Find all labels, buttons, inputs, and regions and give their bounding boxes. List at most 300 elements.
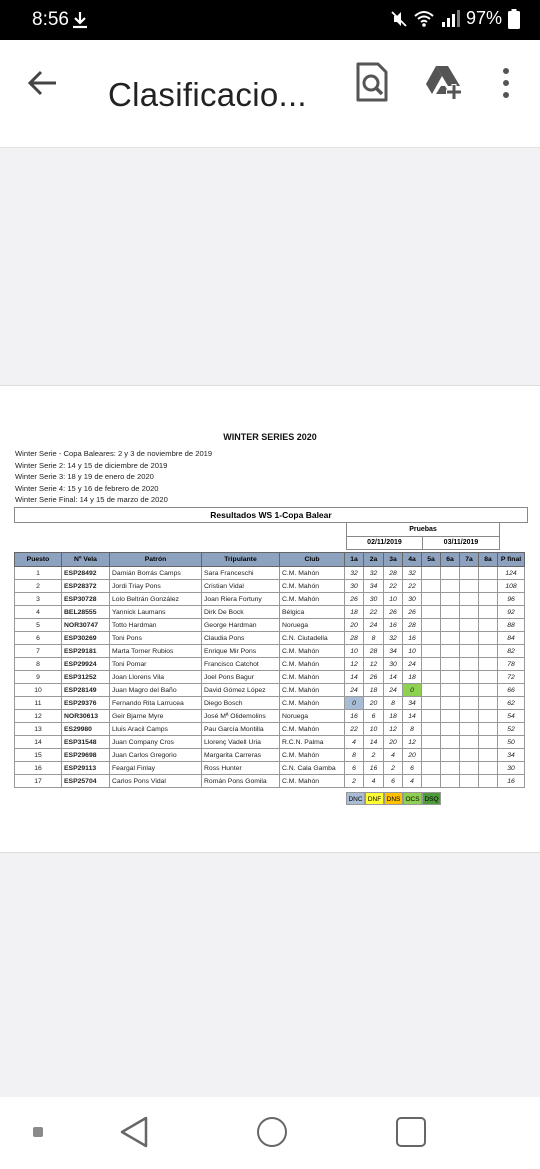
cell-score-empty (479, 658, 498, 671)
cell-score-empty (441, 723, 460, 736)
cell-score: 28 (345, 632, 364, 645)
cell-score: 28 (364, 645, 384, 658)
cell-score-empty (479, 775, 498, 788)
cell-patron: Toni Pomar (110, 658, 202, 671)
cell-score: 2 (345, 775, 364, 788)
cell-patron: Geir Bjarne Myre (110, 710, 202, 723)
cell-score-empty (422, 710, 441, 723)
cell-patron: Juan Magro del Baño (110, 684, 202, 697)
cell-score-empty (479, 580, 498, 593)
cell-puesto: 9 (15, 671, 62, 684)
cell-final: 34 (498, 749, 525, 762)
cell-score-empty (441, 684, 460, 697)
table-row (15, 606, 525, 619)
date-header-2: 03/11/2019 (423, 537, 500, 550)
mute-icon (390, 10, 408, 28)
cell-score-empty (479, 645, 498, 658)
cell-score: 12 (384, 723, 403, 736)
cell-score-empty (422, 697, 441, 710)
cell-score-empty (479, 736, 498, 749)
cell-score: 8 (403, 723, 422, 736)
cell-patron: Lolo Beltrán González (110, 593, 202, 606)
cell-score-empty (479, 606, 498, 619)
cell-score-empty (441, 775, 460, 788)
cell-score-empty (460, 606, 479, 619)
document-page (0, 385, 540, 853)
cell-tripulante: Francisco Catchot (202, 658, 280, 671)
cell-score: 18 (345, 606, 364, 619)
cell-final: 108 (498, 580, 525, 593)
cell-club: C.M. Mahón (280, 723, 345, 736)
column-header: 4a (403, 553, 422, 567)
cell-club: C.N. Ciutadella (280, 632, 345, 645)
cell-score: 18 (364, 684, 384, 697)
cell-puesto: 15 (15, 749, 62, 762)
cell-club: C.M. Mahón (280, 593, 345, 606)
cell-patron: Lluis Aracil Camps (110, 723, 202, 736)
cell-club: R.C.N. Palma (280, 736, 345, 749)
cell-score: 16 (364, 762, 384, 775)
cell-score: 22 (403, 580, 422, 593)
cell-score-empty (460, 645, 479, 658)
cell-score-empty (422, 619, 441, 632)
cell-vela: ES29980 (62, 723, 110, 736)
cell-puesto: 10 (15, 684, 62, 697)
table-row (15, 619, 525, 632)
cell-patron: Yannick Laumans (110, 606, 202, 619)
cell-score: 16 (345, 710, 364, 723)
cell-score: 30 (384, 658, 403, 671)
cell-score: 12 (345, 658, 364, 671)
cell-score: 8 (364, 632, 384, 645)
cell-score: 14 (384, 671, 403, 684)
cell-vela: ESP28149 (62, 684, 110, 697)
cell-score: 4 (384, 749, 403, 762)
cell-score-empty (460, 749, 479, 762)
table-row (15, 684, 525, 697)
cell-puesto: 3 (15, 593, 62, 606)
cell-puesto: 5 (15, 619, 62, 632)
back-arrow-icon[interactable] (26, 66, 60, 100)
table-row (15, 736, 525, 749)
nav-home-icon[interactable] (257, 1117, 287, 1147)
cell-score: 12 (364, 658, 384, 671)
cell-club: C.M. Mahón (280, 658, 345, 671)
cell-score-empty (441, 671, 460, 684)
cell-score: 26 (403, 606, 422, 619)
cell-score-empty (422, 580, 441, 593)
cell-score: 10 (384, 593, 403, 606)
cell-score: 8 (345, 749, 364, 762)
cell-score-empty (422, 658, 441, 671)
cell-vela: ESP30728 (62, 593, 110, 606)
cell-vela: ESP29181 (62, 645, 110, 658)
cell-tripulante: Dirk De Bock (202, 606, 280, 619)
cell-score: 6 (403, 762, 422, 775)
cell-score: 12 (403, 736, 422, 749)
cell-score-empty (460, 671, 479, 684)
cell-score-empty (441, 645, 460, 658)
cell-club: C.M. Mahón (280, 580, 345, 593)
cell-score: 4 (345, 736, 364, 749)
column-header: Patrón (110, 553, 202, 567)
cell-score: 8 (384, 697, 403, 710)
cell-score: 4 (364, 775, 384, 788)
cell-score: 24 (364, 619, 384, 632)
status-icons (390, 8, 520, 29)
cell-club: C.M. Mahón (280, 567, 345, 580)
cell-score: 24 (345, 684, 364, 697)
cell-final: 30 (498, 762, 525, 775)
cell-club: C.N. Cala Gamba (280, 762, 345, 775)
table-row (15, 749, 525, 762)
cell-puesto: 17 (15, 775, 62, 788)
cell-final: 82 (498, 645, 525, 658)
cell-final: 88 (498, 619, 525, 632)
battery-percent: 97% (465, 8, 502, 28)
cell-score-empty (460, 736, 479, 749)
cell-vela: ESP29924 (62, 658, 110, 671)
cell-score-empty (422, 775, 441, 788)
cell-final: 72 (498, 671, 525, 684)
screen-record-icon[interactable] (33, 1127, 43, 1137)
table-row (15, 645, 525, 658)
cell-puesto: 12 (15, 710, 62, 723)
nav-back-icon[interactable] (118, 1115, 150, 1149)
cell-score: 14 (403, 710, 422, 723)
more-options-icon[interactable] (496, 66, 516, 100)
cell-vela: NOR30613 (62, 710, 110, 723)
cell-tripulante: Claudia Pons (202, 632, 280, 645)
status-bar (0, 0, 540, 40)
cell-score-empty (479, 567, 498, 580)
cell-final: 66 (498, 684, 525, 697)
cell-score-empty (479, 710, 498, 723)
cell-final: 92 (498, 606, 525, 619)
cell-score: 32 (345, 567, 364, 580)
cell-score: 20 (364, 697, 384, 710)
cell-vela: ESP31548 (62, 736, 110, 749)
nav-recents-icon[interactable] (396, 1117, 426, 1147)
cell-score: 2 (364, 749, 384, 762)
column-header: 6a (441, 553, 460, 567)
cell-tripulante: José Mª Olidemolins (202, 710, 280, 723)
download-icon (70, 10, 90, 30)
cell-score: 22 (384, 580, 403, 593)
cell-puesto: 8 (15, 658, 62, 671)
cell-club: Bélgica (280, 606, 345, 619)
cell-score: 20 (345, 619, 364, 632)
cell-score-empty (422, 723, 441, 736)
cell-score: 6 (384, 775, 403, 788)
legend-item: DNC (346, 792, 365, 805)
cell-final: 62 (498, 697, 525, 710)
cell-puesto: 11 (15, 697, 62, 710)
cell-score-empty (460, 580, 479, 593)
cell-score: 18 (384, 710, 403, 723)
column-header: P final (498, 553, 525, 567)
cell-club: Noruega (280, 710, 345, 723)
cell-patron: Juan Carlos Gregorio (110, 749, 202, 762)
cell-puesto: 2 (15, 580, 62, 593)
table-row (15, 580, 525, 593)
cell-final: 54 (498, 710, 525, 723)
cell-vela: ESP29376 (62, 697, 110, 710)
cell-final: 84 (498, 632, 525, 645)
series-line: Winter Serie - Copa Baleares: 2 y 3 de noviembre de 2019 (15, 449, 213, 458)
cell-score: 0 (345, 697, 364, 710)
cell-score: 34 (364, 580, 384, 593)
cell-final: 52 (498, 723, 525, 736)
document-title: WINTER SERIES 2020 (223, 432, 317, 442)
cell-score-empty (441, 749, 460, 762)
cell-score-empty (441, 632, 460, 645)
table-row (15, 593, 525, 606)
legend-item: DNF (365, 792, 384, 805)
cell-club: C.M. Mahón (280, 749, 345, 762)
cell-score-empty (479, 684, 498, 697)
cell-score-empty (441, 567, 460, 580)
app-bar (0, 40, 540, 148)
cell-puesto: 7 (15, 645, 62, 658)
series-line: Winter Serie 4: 15 y 16 de febrero de 2020 (15, 483, 159, 493)
cell-vela: ESP31252 (62, 671, 110, 684)
penalty-legend (346, 792, 441, 805)
cell-score: 32 (384, 632, 403, 645)
cell-patron: Toni Pons (110, 632, 202, 645)
cell-patron: Jordi Triay Pons (110, 580, 202, 593)
cell-score-empty (441, 593, 460, 606)
cell-club: C.M. Mahón (280, 684, 345, 697)
cell-tripulante: Román Pons Gomila (202, 775, 280, 788)
cell-final: 124 (498, 567, 525, 580)
cell-score: 0 (403, 684, 422, 697)
cell-score: 28 (384, 567, 403, 580)
results-table (14, 552, 525, 788)
column-header: Nº Vela (62, 553, 110, 567)
cell-tripulante: Sara Franceschi (202, 567, 280, 580)
cell-score: 24 (403, 658, 422, 671)
series-line: Winter Serie Final: 14 y 15 de marzo de 2020 (15, 495, 168, 505)
cell-vela: ESP29698 (62, 749, 110, 762)
series-dates (15, 448, 212, 506)
cell-score: 14 (345, 671, 364, 684)
cell-score: 26 (364, 671, 384, 684)
cell-patron: Juan Company Cros (110, 736, 202, 749)
cell-tripulante: Joel Pons Bagur (202, 671, 280, 684)
cell-score: 34 (403, 697, 422, 710)
cell-tripulante: Ross Hunter (202, 762, 280, 775)
series-line: Winter Serie 3: 18 y 19 de enero de 2020 (15, 472, 154, 482)
cell-patron: Joan Llorens Vila (110, 671, 202, 684)
status-time: 8:56 (32, 9, 69, 30)
date-header-1: 02/11/2019 (346, 537, 423, 550)
cell-score-empty (460, 593, 479, 606)
results-title: Resultados WS 1-Copa Balear (14, 507, 528, 523)
cell-score-empty (460, 658, 479, 671)
cell-score-empty (422, 632, 441, 645)
legend-item: DNS (384, 792, 403, 805)
table-row (15, 762, 525, 775)
cell-score-empty (479, 749, 498, 762)
cell-score-empty (441, 762, 460, 775)
table-row (15, 567, 525, 580)
cell-score: 16 (403, 632, 422, 645)
cell-club: Noruega (280, 619, 345, 632)
cell-tripulante: Margarita Carreras (202, 749, 280, 762)
cell-tripulante: Llorenç Vadell Uria (202, 736, 280, 749)
cell-tripulante: Diego Bosch (202, 697, 280, 710)
cell-score-empty (422, 567, 441, 580)
cell-score: 18 (403, 671, 422, 684)
cell-score-empty (460, 619, 479, 632)
cell-score: 24 (384, 684, 403, 697)
cell-score-empty (441, 619, 460, 632)
navigation-bar (0, 1097, 540, 1169)
page-title: Clasificacio... (108, 76, 307, 113)
column-header: 2a (364, 553, 384, 567)
cell-tripulante: Joan Riera Fortuny (202, 593, 280, 606)
cell-score-empty (441, 697, 460, 710)
cell-puesto: 16 (15, 762, 62, 775)
cell-score-empty (460, 697, 479, 710)
series-line: Winter Serie 2: 14 y 15 de diciembre de 2019 (15, 460, 168, 470)
cell-club: C.M. Mahón (280, 775, 345, 788)
table-row (15, 723, 525, 736)
cell-patron: Totto Hardman (110, 619, 202, 632)
cell-score: 10 (345, 645, 364, 658)
cell-score-empty (422, 593, 441, 606)
cell-score-empty (479, 619, 498, 632)
table-row (15, 671, 525, 684)
legend-item: OCS (403, 792, 422, 805)
pruebas-header: Pruebas (346, 523, 500, 537)
cell-puesto: 6 (15, 632, 62, 645)
cell-club: C.M. Mahón (280, 645, 345, 658)
column-header: 5a (422, 553, 441, 567)
cell-score: 30 (364, 593, 384, 606)
cell-final: 16 (498, 775, 525, 788)
cell-score: 26 (345, 593, 364, 606)
legend-item: DSQ (422, 792, 441, 805)
cell-score-empty (460, 684, 479, 697)
cell-score: 22 (364, 606, 384, 619)
column-header: Puesto (15, 553, 62, 567)
cell-tripulante: Cristian Vidal (202, 580, 280, 593)
cell-score: 32 (403, 567, 422, 580)
cell-score-empty (441, 710, 460, 723)
cell-score: 20 (384, 736, 403, 749)
find-in-document-icon[interactable] (354, 62, 390, 102)
cell-score: 30 (345, 580, 364, 593)
cell-score-empty (479, 632, 498, 645)
cell-tripulante: George Hardman (202, 619, 280, 632)
cell-score: 6 (345, 762, 364, 775)
cell-score: 10 (364, 723, 384, 736)
cell-club: C.M. Mahón (280, 671, 345, 684)
cell-score: 26 (384, 606, 403, 619)
cell-puesto: 4 (15, 606, 62, 619)
table-row (15, 775, 525, 788)
column-header: 8a (479, 553, 498, 567)
cell-final: 50 (498, 736, 525, 749)
cell-score-empty (479, 593, 498, 606)
cell-score-empty (422, 671, 441, 684)
cell-vela: ESP25704 (62, 775, 110, 788)
signal-icon (440, 10, 460, 28)
cell-score: 30 (403, 593, 422, 606)
cell-score: 32 (364, 567, 384, 580)
cell-patron: Damián Borrás Camps (110, 567, 202, 580)
column-header: 3a (384, 553, 403, 567)
cell-club: C.M. Mahón (280, 697, 345, 710)
cell-vela: ESP28372 (62, 580, 110, 593)
cell-vela: ESP28492 (62, 567, 110, 580)
cell-final: 78 (498, 658, 525, 671)
add-to-drive-icon[interactable] (424, 64, 464, 100)
battery-icon (508, 9, 520, 29)
wifi-icon (414, 10, 434, 28)
cell-tripulante: Enrique Mir Pons (202, 645, 280, 658)
table-row (15, 710, 525, 723)
cell-score: 22 (345, 723, 364, 736)
cell-score-empty (422, 749, 441, 762)
cell-score: 4 (403, 775, 422, 788)
cell-score-empty (460, 775, 479, 788)
cell-tripulante: David Gómez López (202, 684, 280, 697)
cell-score-empty (460, 762, 479, 775)
cell-vela: ESP30269 (62, 632, 110, 645)
cell-vela: BEL28555 (62, 606, 110, 619)
cell-score-empty (422, 684, 441, 697)
cell-score: 10 (403, 645, 422, 658)
column-header: Tripulante (202, 553, 280, 567)
cell-score-empty (460, 710, 479, 723)
cell-score-empty (422, 645, 441, 658)
cell-score-empty (441, 658, 460, 671)
cell-score-empty (441, 580, 460, 593)
cell-score-empty (460, 632, 479, 645)
cell-score-empty (422, 736, 441, 749)
cell-score-empty (479, 697, 498, 710)
cell-score: 14 (364, 736, 384, 749)
cell-patron: Marta Torner Rubios (110, 645, 202, 658)
cell-score: 6 (364, 710, 384, 723)
table-row (15, 697, 525, 710)
cell-score-empty (441, 606, 460, 619)
cell-patron: Feargal Finlay (110, 762, 202, 775)
cell-score-empty (479, 671, 498, 684)
table-row (15, 658, 525, 671)
cell-patron: Carlos Pons Vidal (110, 775, 202, 788)
cell-score-empty (479, 762, 498, 775)
cell-score-empty (460, 567, 479, 580)
cell-score-empty (441, 736, 460, 749)
column-header: 1a (345, 553, 364, 567)
cell-puesto: 14 (15, 736, 62, 749)
cell-tripulante: Pau García Montilla (202, 723, 280, 736)
cell-final: 96 (498, 593, 525, 606)
cell-patron: Fernando Rita Larrucea (110, 697, 202, 710)
cell-score-empty (422, 762, 441, 775)
column-header: 7a (460, 553, 479, 567)
cell-score-empty (422, 606, 441, 619)
table-row (15, 632, 525, 645)
cell-vela: ESP29113 (62, 762, 110, 775)
column-header: Club (280, 553, 345, 567)
cell-score: 20 (403, 749, 422, 762)
cell-score: 2 (384, 762, 403, 775)
